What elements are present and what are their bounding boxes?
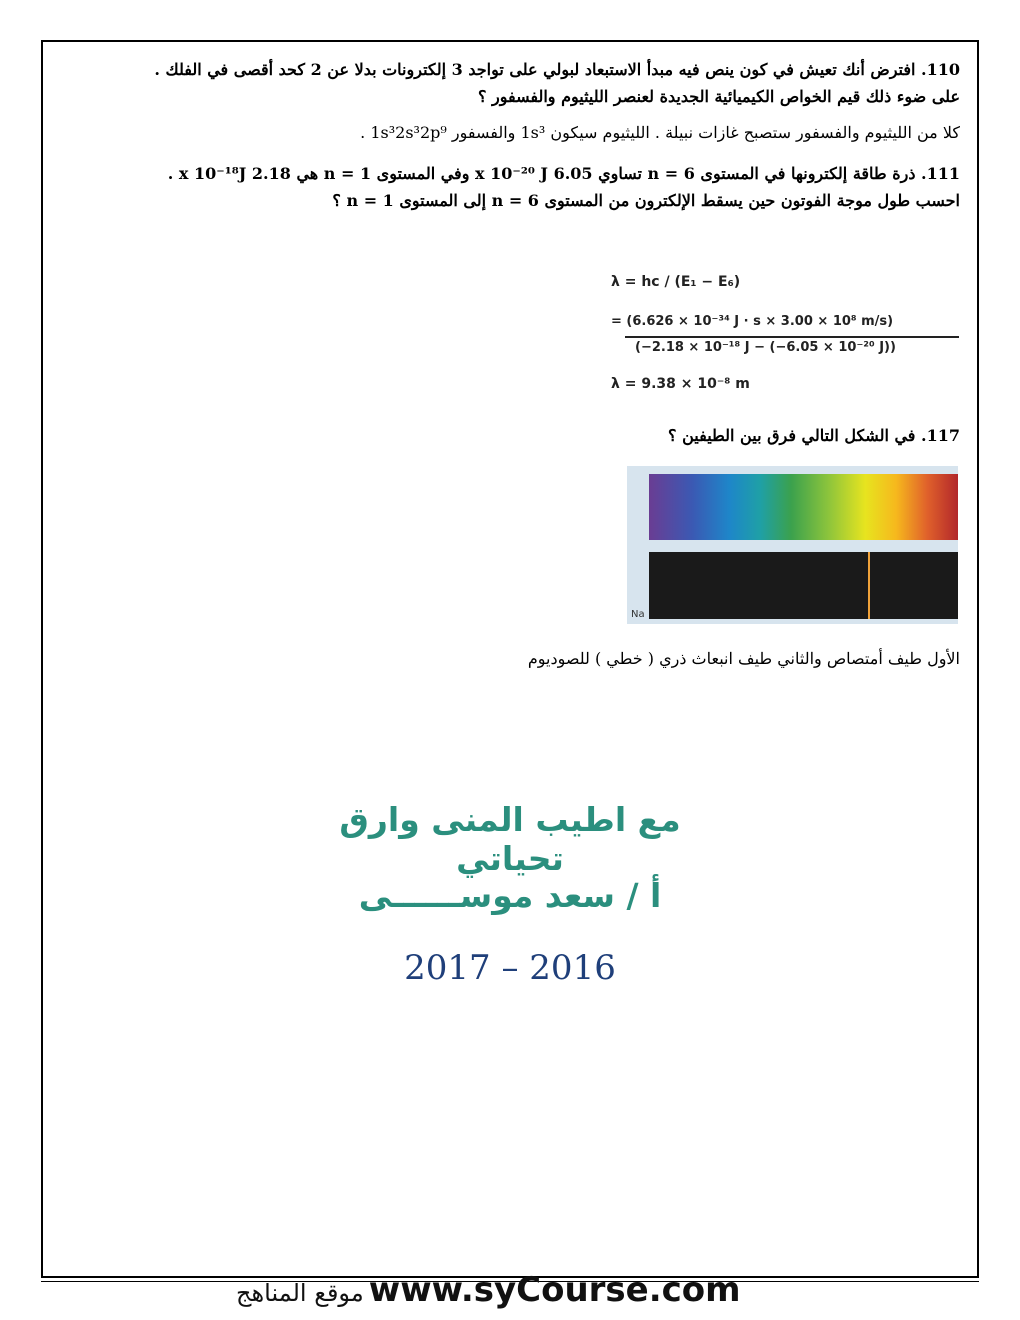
- q110-answer: كلا من الليثيوم والفسفور ستصبح غازات نبيلة . الليثيوم سيكون 1s³ والفسفور 1s³2s³2p⁹ .: [360, 123, 960, 142]
- formula-result: λ = 9.38 × 10⁻⁸ m: [611, 376, 750, 392]
- figure-label: Na: [631, 609, 645, 620]
- q117-answer: الأول طيف أمتصاص والثاني طيف انبعاث ذري ( خطي ) للصوديوم: [527, 649, 960, 668]
- question-content: [60, 56, 960, 214]
- formula-line-2: = (6.626 × 10⁻³⁴ J · s × 3.00 × 10⁸ m/s): [611, 314, 894, 329]
- continuous-spectrum: [649, 474, 958, 540]
- wavelength-formula: [611, 268, 961, 398]
- signature-years: 2017 – 2016: [404, 948, 616, 988]
- signature-author: أ / سعد موســــــى: [358, 876, 662, 915]
- q111-text-2: احسب طول موجة الفوتون حين يسقط الإلكترون من المستوى n = 6 إلى المستوى n = 1 ؟: [332, 191, 960, 210]
- footer-site-name: موقع المناهج: [236, 1279, 364, 1307]
- formula-line-3: (−2.18 × 10⁻¹⁸ J − (−6.05 × 10⁻²⁰ J)): [635, 340, 896, 355]
- q117-text: 117. في الشكل التالي فرق بين الطيفين ؟: [668, 426, 960, 445]
- q110-text-2: على ضوء ذلك قيم الخواص الكيميائية الجديدة لعنصر الليثيوم والفسفور ؟: [477, 87, 960, 106]
- q110-text: 110. افترض أنك تعيش في كون ينص فيه مبدأ الاستبعاد لبولي على تواجد 3 إلكترونات بدلا عن 2 كحد أقصى في الفلك .: [154, 60, 960, 79]
- emission-spectrum: [649, 552, 958, 619]
- spectrum-figure: [627, 466, 958, 624]
- sodium-emission-line: [868, 552, 870, 619]
- footer: [230, 1270, 790, 1310]
- signature-greeting: مع اطيب المنى وارق تحياتي: [339, 800, 681, 878]
- q111-text: 111. ذرة طاقة إلكترونها في المستوى n = 6 تساوي 6.05 x 10⁻²⁰ J وفي المستوى n = 1 هي 2.18 x 10⁻¹⁸J .: [167, 164, 960, 183]
- footer-url[interactable]: www.syCourse.com: [368, 1270, 741, 1310]
- formula-line-1: λ = hc / (E₁ − E₆): [611, 274, 741, 290]
